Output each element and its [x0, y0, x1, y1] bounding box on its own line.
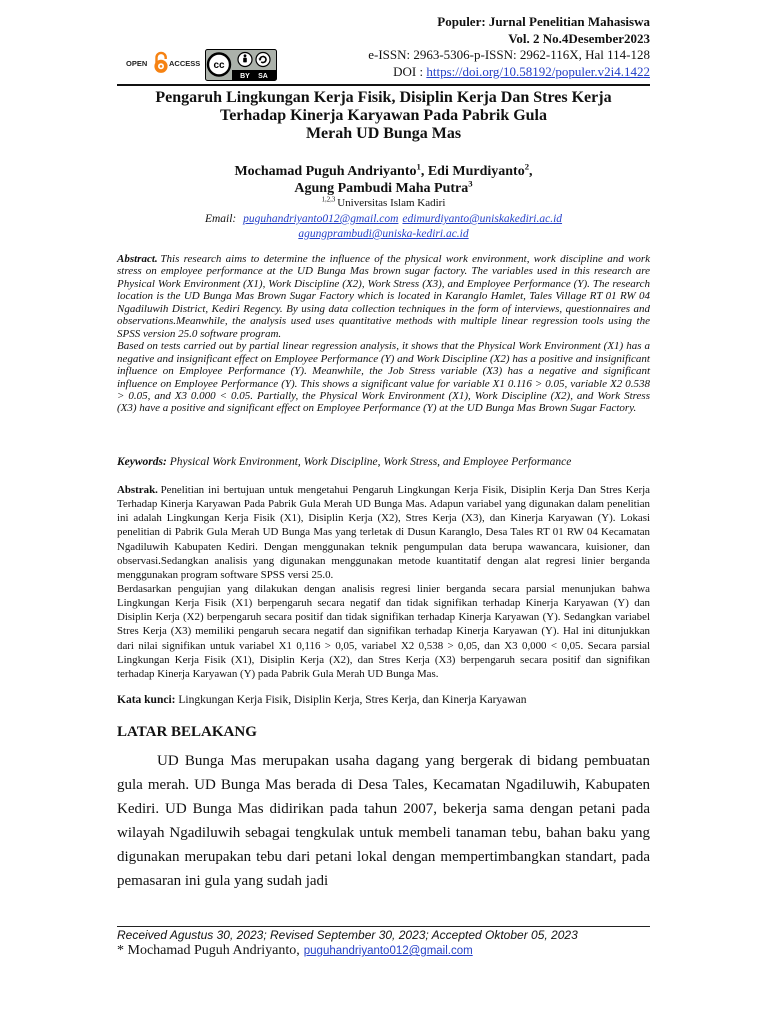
- cc-by-sa-badge: [205, 49, 277, 81]
- corresponding-email-link[interactable]: puguhandriyanto012@gmail.com: [303, 945, 473, 957]
- footer-divider: [117, 926, 650, 927]
- article-title: [117, 89, 650, 143]
- keywords-indonesian: [117, 693, 650, 707]
- svg-text:cc: cc: [213, 60, 225, 71]
- author-name: Mochamad Puguh Andriyanto: [234, 164, 417, 179]
- abstract-paragraph: [117, 253, 650, 340]
- journal-header: [368, 14, 650, 80]
- open-access-text-left: OPEN: [126, 59, 148, 68]
- section-paragraph: UD Bunga Mas merupakan usaha dagang yang bergerak di bidang pembuatan gula merah. UD Bunga Mas berada di Desa Tales, Kecamatan Ngadiluwih, Kabupaten Kediri. UD Bunga Mas didirikan pada tahun 2007, bekerja sama dengan petani pada wilayah Ngadiluwih sebagai tengkulak untuk membeli tanaman tebu, bahan baku yang digunakan merupakan tebu dari petani lokal dengan mempertimbangkan standart, pada pemasaran ini gula yang sudah jadi: [117, 753, 650, 890]
- keywords-english: [117, 455, 650, 469]
- doi-line: [368, 64, 650, 81]
- kata-kunci-text: Lingkungan Kerja Fisik, Disiplin Kerja, Stres Kerja, dan Kinerja Karyawan: [178, 694, 527, 707]
- author-list: [117, 163, 650, 197]
- email-line: [117, 212, 650, 227]
- keywords-text: Physical Work Environment, Work Discipline, Work Stress, and Employee Performance: [169, 455, 572, 468]
- journal-issn: e-ISSN: 2963-5306-p-ISSN: 2962-116X, Hal 114-128: [368, 47, 650, 62]
- author-separator: ,: [420, 164, 428, 179]
- email-label: Email:: [204, 213, 237, 225]
- affiliation-mark: 1,2,3: [321, 196, 336, 204]
- abstract-indonesian: [117, 483, 650, 681]
- received-dates: Received Agustus 30, 2023; Revised September 30, 2023; Accepted Oktober 05, 2023: [117, 928, 578, 942]
- abstrak-label: Abstrak.: [117, 483, 158, 496]
- author-name: Agung Pambudi Maha Putra: [294, 181, 469, 196]
- doi-link[interactable]: https://doi.org/10.58192/populer.v2i4.1422: [426, 63, 650, 79]
- keywords-label: Keywords:: [117, 455, 167, 468]
- title-line: Terhadap Kinerja Karyawan Pada Pabrik Gula: [220, 107, 547, 124]
- corresponding-author: [117, 943, 473, 959]
- header-divider: [117, 84, 650, 86]
- affiliation-name: Universitas Islam Kadiri: [337, 197, 446, 209]
- author-emails: [117, 212, 650, 242]
- open-access-logo: [126, 50, 204, 74]
- open-lock-icon: [154, 53, 167, 73]
- corresponding-author-name: * Mochamad Puguh Andriyanto,: [117, 943, 300, 958]
- journal-volume: Vol. 2 No.4Desember2023: [508, 30, 650, 46]
- email-link[interactable]: puguhandriyanto012@gmail.com: [243, 213, 399, 225]
- abstract-paragraph: Based on tests carried out by partial linear regression analysis, it shows that the Physical Work Environment (X1) has a negative and insignificant effect on Employee Performance (Y) and Work Discipline (X2) has a positive and insignificant influence on Employee Performance (Y). Meanwhile, the Job Stress variable (X3) has a negative and significant influence on Employee Performance (Y). This shows a significant value for variable X1 0.116 > 0.05, variable X2 0.538 > 0.05, and X3 0.000 < 0.05. Partially, the Physical Work Environment (X1), Work Discipline (X2), and Work Stress (X3) have a positive and significant effect on Employee Performance (Y) at the UD Bunga Mas Brown Sugar Factory.: [117, 340, 650, 415]
- attribution-icon: [238, 53, 252, 67]
- abstract-label: Abstract.: [117, 253, 158, 265]
- abstrak-paragraph: [117, 483, 650, 582]
- author-affiliation-mark: 2: [524, 161, 530, 172]
- email-link[interactable]: edimurdiyanto@uniskakediri.ac.id: [402, 213, 563, 225]
- author-affiliation-mark: 1: [416, 161, 421, 172]
- cc-sa-label: SA: [258, 73, 268, 80]
- abstract-text: This research aims to determine the influence of the physical work environment, work discipline and work stress on employee performance at the UD Bunga Mas brown sugar factory. The variables used in this research are Physical Work Environment (X1), Work Discipline (X2), Work Stress (X3), and Employee Performance (Y). The research location is the UD Bunga Mas Brown Sugar Factory which is located in Karanglo Hamlet, Tales Village RT 01 RW 04 Ngadiluwih District, Kediri Regency. By using data collection techniques in the form of interviews, questionnaires and observations.Meanwhile, the analysis used uses quantitative methods with multiple linear regression tools using the SPSS version 25.0 software program.: [117, 253, 650, 340]
- cc-by-label: BY: [240, 73, 250, 80]
- abstrak-text: Penelitian ini bertujuan untuk mengetahui Pengaruh Lingkungan Kerja Fisik, Disiplin Kerja Dan Stres Kerja Terhadap Kinerja Karyawan Pada Pabrik Gula Merah UD Bunga Mas. Adapun variabel yang digunakan dalam penelitian ini adalah Lingkungan Kerja Fisik (X1), Disiplin Kerja (X2), Stres Kerja (X3), dan Kinerja Karyawan (Y). Lokasi penelitian di Pabrik Gula Merah UD Bunga Mas yang terletak di Dusun Karanglo, Desa Tales RT 01 RW 04 Kecamatan Ngadiluwih Kabupaten Kediri. Dengan menggunakan teknik pengumpulan data berupa wawancara, kuisioner, dan observasi.Sedangkan analisis yang digunakan menggunakan metode kuantitatif dengan alat regresi linier berganda menggunakan program software SPSS versi 25.0.: [117, 483, 650, 581]
- open-access-text-right: ACCESS: [169, 59, 201, 68]
- journal-name: Populer: Jurnal Penelitian Mahasiswa: [437, 14, 650, 29]
- abstract-english: [117, 253, 650, 415]
- article-body: [117, 89, 650, 893]
- author-separator: ,: [529, 164, 533, 179]
- author-name: Edi Murdiyanto: [427, 164, 525, 179]
- email-link[interactable]: agungprambudi@uniska-kediri.ac.id: [298, 228, 469, 240]
- kata-kunci-label: Kata kunci:: [117, 694, 176, 707]
- share-alike-icon: [256, 53, 270, 67]
- title-line: Pengaruh Lingkungan Kerja Fisik, Disiplin Kerja Dan Stres Kerja: [155, 89, 612, 106]
- author-affiliation-mark: 3: [468, 178, 473, 189]
- title-line: Merah UD Bunga Mas: [305, 125, 462, 142]
- section-heading: LATAR BELAKANG: [117, 724, 257, 741]
- abstrak-paragraph: Berdasarkan pengujian yang dilakukan dengan analisis regresi linier berganda secara parsial menunjukan bahwa Lingkungan Kerja Fisik (X1) berpengaruh secara negatif dan tidak signifikan terhadap Kinerja Karyawan (Y) dan Disiplin Kerja (X2) berpengaruh secara positif dan tidak signifikan terhadap Kinerja Karyawan (Y). Sedangkan variabel Stres Kerja (X3) memiliki pengaruh secara negatif dan signifikan terhadap Kinerja Karyawan (Y). Hal ini ditunjukkan dari nilai signifikan untuk variabel X1 0,116 > 0,05, variabel X2 0,538 > 0,05, dan X3 0,000 < 0,05. Secara parsial Lingkungan Kerja Fisik (X1), Disiplin Kerja (X2), dan Stres Kerja (X3) berpengaruh secara positif dan signifikan terhadap Kinerja Karyawan (Y) pada Pabrik Gula Merah UD Bunga Mas.: [117, 582, 650, 680]
- affiliation: [117, 197, 650, 209]
- doi-label: DOI :: [393, 63, 427, 79]
- email-line: [117, 227, 650, 242]
- cc-icon: [208, 54, 230, 76]
